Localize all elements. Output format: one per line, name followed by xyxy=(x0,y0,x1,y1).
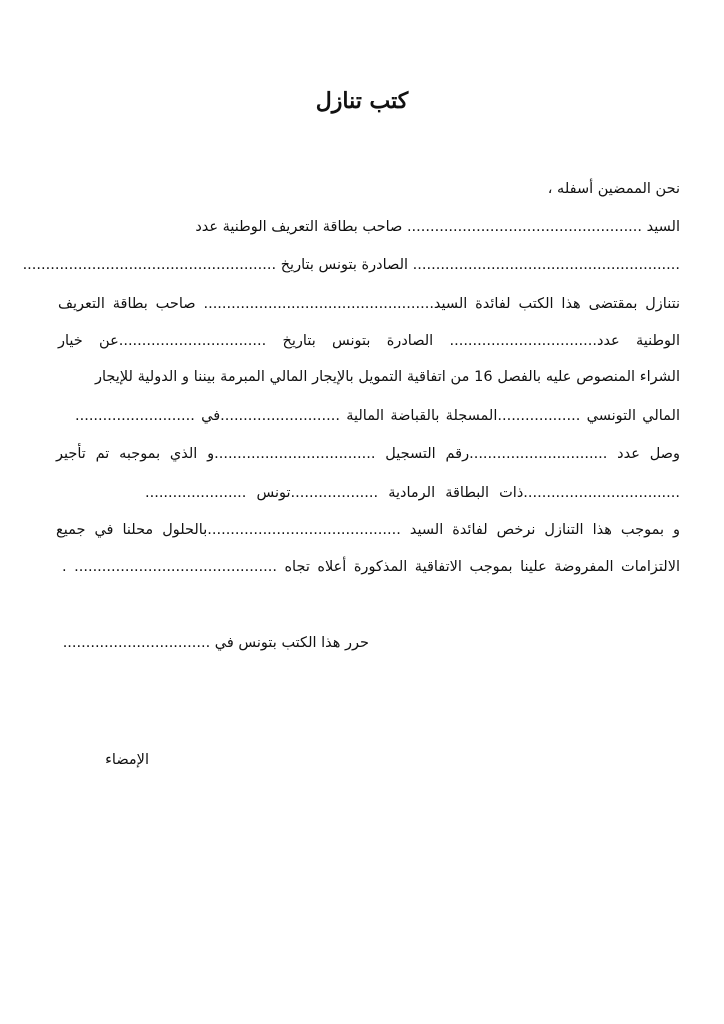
text-line-7: المالي التونسي ..................المسجلة بالقباضة المالية ..........................في .......................... xyxy=(75,408,680,424)
text-line-4: نتنازل بمقتضى هذا الكتب لفائدة السيد.................................................. صاحب بطاقة التعريف xyxy=(58,296,680,312)
text-line-2: السيد ................................................... صاحب بطاقة التعريف الوطنية عدد xyxy=(195,219,680,235)
text-line-5: الوطنية عدد................................ الصادرة بتونس بتاريخ ................................عن خيار xyxy=(58,333,680,349)
text-line-1: نحن الممضين أسفله ، xyxy=(547,181,680,197)
text-line-8: وصل عدد ..............................رقم التسجيل ...................................و الذي بموجبه تم تأجير xyxy=(56,446,680,462)
document-title: كتب تنازل xyxy=(315,88,409,114)
written-at-line: حرر هذا الكتب بتونس في ................................ xyxy=(62,635,369,651)
signature-label: الإمضاء xyxy=(105,752,149,768)
text-line-10: و بموجب هذا التنازل نرخص لفائدة السيد ..........................................بالحلول محلنا في جميع xyxy=(56,522,680,538)
text-line-3: .......................................................... الصادرة بتونس بتاريخ ....................................................... xyxy=(22,257,680,273)
text-line-9: ..................................ذات البطاقة الرمادية ...................تونس ...................... xyxy=(145,485,680,501)
text-line-11: الالتزامات المفروضة علينا بموجب الاتفاقية المذكورة أعلاه تجاه ............................................ . xyxy=(62,559,680,575)
text-line-6: الشراء المنصوص عليه بالفصل 16 من اتفاقية التمويل بالإيجار المالي المبرمة بيننا و الدولية للإيجار xyxy=(95,369,680,385)
